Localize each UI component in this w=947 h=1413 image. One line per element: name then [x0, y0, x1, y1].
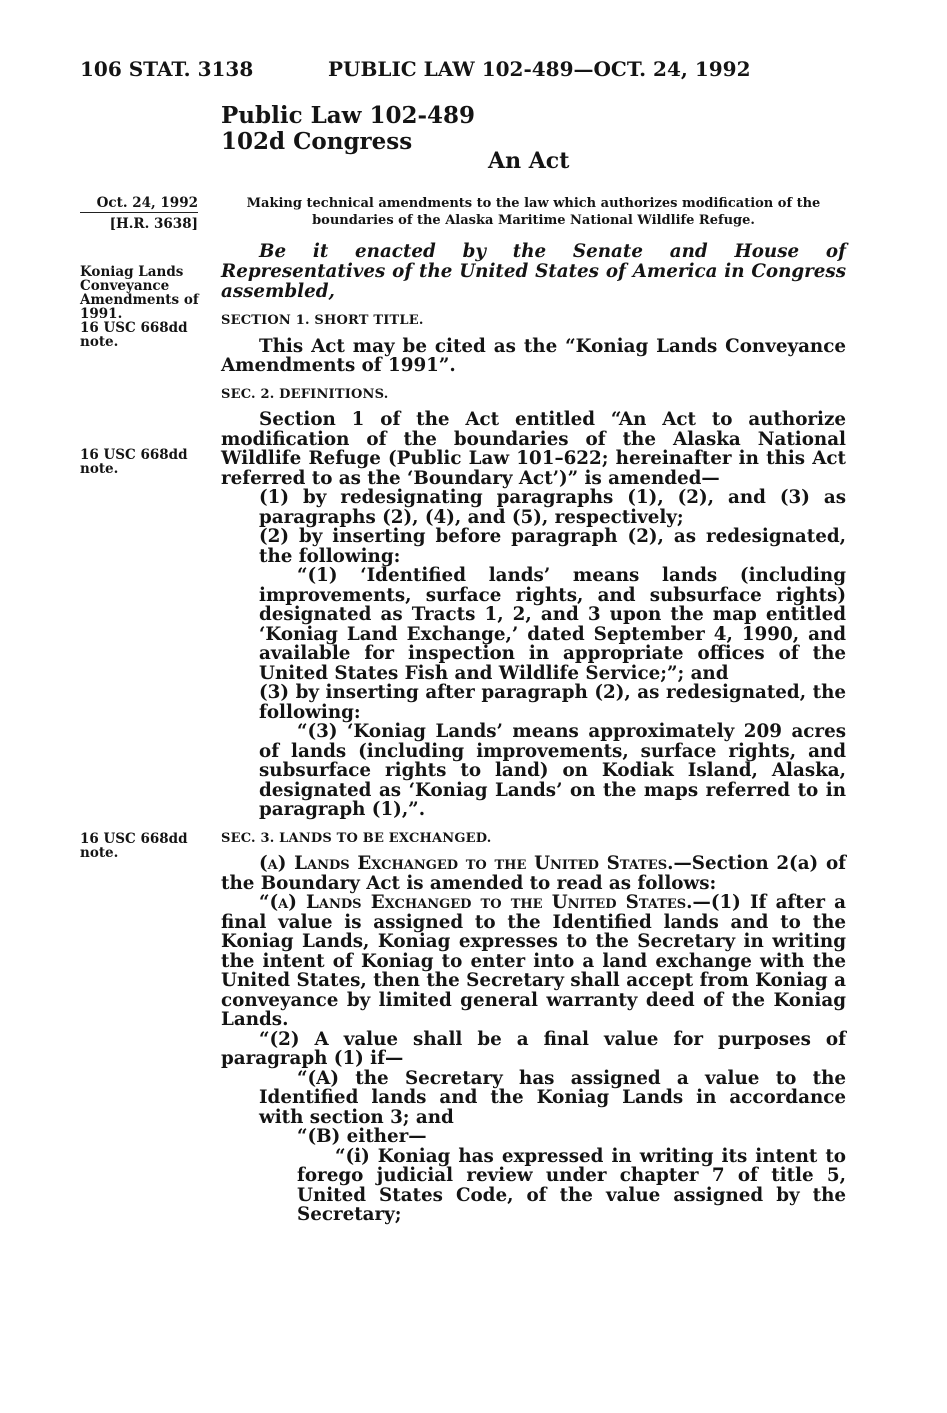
margin-line: note.	[80, 461, 119, 477]
section-3-quoted-para-A: “(A) the Secretary has assigned a value to the Identified lands and the Koniag Lands in accordance with section 3; and	[259, 1067, 846, 1128]
margin-date-note	[80, 196, 198, 231]
margin-line: 16 USC 668dd	[80, 831, 188, 847]
section-3-quoted-para-B-i: “(i) Koniag has expressed in writing its intent to forego judicial review under chapter 7 of title 5, United States Code, of the value assigned by the Secretary;	[297, 1145, 846, 1225]
section-3-quoted-a	[221, 893, 846, 1030]
section-3-heading: SEC. 3. LANDS TO BE EXCHANGED.	[221, 830, 492, 846]
margin-line: Conveyance	[80, 278, 170, 294]
enactment-date: Oct. 24, 1992	[80, 196, 198, 213]
section-3-a-text: —Section 2(a) of the Boundary Act is amended to read as follows:	[221, 853, 847, 894]
section-3-quoted-a-text: —(1) If after a final value is assigned to the Identified lands and to the Koniag Lands, Koniag expresses to the Secretary in writing the intent of Koniag to enter into a land exchange with the United States, then the Secretary shall accept from Koniag a conveyance by limited general warranty deed of the Koniag Lands.	[221, 892, 846, 1030]
section-2-heading: SEC. 2. DEFINITIONS.	[221, 386, 389, 402]
margin-usc-note-2	[80, 448, 220, 476]
section-1-heading: SECTION 1. SHORT TITLE.	[221, 313, 424, 328]
act-purpose-line-1: Making technical amendments to the law which authorizes modification of the	[246, 196, 821, 211]
section-1-text: This Act may be cited as the “Koniag Lands Conveyance Amendments of 1991”.	[221, 335, 846, 376]
page-citation: 106 STAT. 3138	[80, 57, 254, 81]
act-heading: An Act	[488, 148, 570, 174]
margin-line: 16 USC 668dd	[80, 320, 188, 336]
section-3-quoted-para-2: “(2) A value shall be a final value for purposes of paragraph (1) if—	[221, 1028, 846, 1069]
section-2-para-2-quote: “(1) ‘Identified lands’ means lands (including improvements, surface rights, and subsurface rights) designated as Tracts 1, 2, and 3 upon the map entitled ‘Koniag Land Exchange,’ dated September 4, 1990, and available for inspection in appropriate offices of the United States Fish and Wildlife Service;”; and	[259, 565, 846, 684]
margin-line: note.	[80, 334, 119, 350]
law-header: PUBLIC LAW 102-489—OCT. 24, 1992	[328, 57, 751, 81]
margin-line: Koniag Lands	[80, 264, 184, 280]
congress-number: 102d Congress	[221, 128, 413, 155]
section-3-quoted-para-B: “(B) either—	[297, 1126, 427, 1147]
margin-line: note.	[80, 845, 119, 861]
section-2-intro: Section 1 of the Act entitled “An Act to authorize modification of the boundaries of the Alaska National Wildlife Refuge (Public Law 101–622; hereinafter in this Act referred to as the ‘Boundary Act’)” is amended—	[221, 409, 846, 489]
margin-usc-note-3	[80, 832, 220, 860]
law-number: Public Law 102-489	[221, 102, 476, 129]
section-2-para-3: (3) by inserting after paragraph (2), as redesignated, the following:	[259, 682, 846, 723]
section-2-para-1: (1) by redesignating paragraphs (1), (2), and (3) as paragraphs (2), (4), and (5), respectively;	[259, 487, 846, 528]
section-3-quoted-a-label: “(a) Lands Exchanged to the United States.	[259, 892, 693, 913]
enacting-clause: Be it enacted by the Senate and House of Representatives of the United States of America in Congress assembled,	[221, 241, 846, 302]
act-body	[221, 242, 846, 1225]
section-2-para-2: (2) by inserting before paragraph (2), as redesignated, the following:	[259, 526, 846, 567]
bill-number: [H.R. 3638]	[109, 216, 198, 232]
margin-line: Amendments of	[80, 292, 199, 308]
margin-short-title-note	[80, 265, 220, 349]
section-2-para-3-quote: “(3) ‘Koniag Lands’ means approximately 209 acres of lands (including improvements, surface rights, and subsurface rights to land) on Kodiak Island, Alaska, designated as ‘Koniag Lands’ on the maps referred to in paragraph (1),”.	[259, 721, 846, 820]
section-3-subsection-a	[221, 854, 846, 893]
section-3-a-label: (a) Lands Exchanged to the United States.	[259, 853, 674, 874]
margin-line: 16 USC 668dd	[80, 447, 188, 463]
act-purpose	[221, 195, 846, 229]
act-purpose-line-2: boundaries of the Alaska Maritime National Wildlife Refuge.	[312, 213, 755, 228]
margin-line: 1991.	[80, 306, 123, 322]
law-title-block	[221, 103, 475, 155]
